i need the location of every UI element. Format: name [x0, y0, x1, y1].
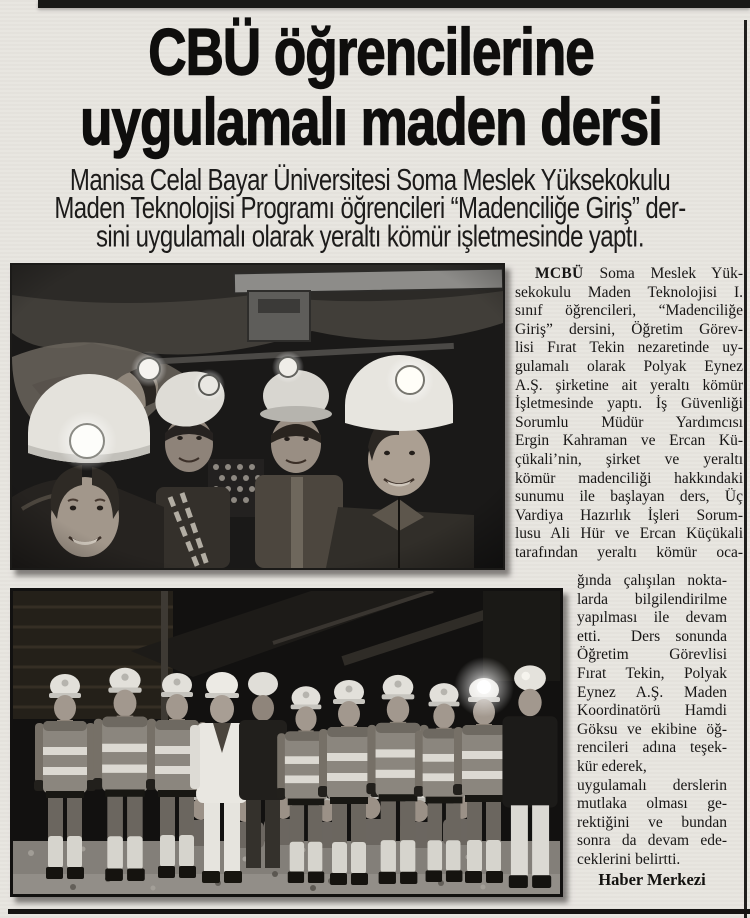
article-line: rencileri adına teşek-: [577, 739, 727, 757]
article-column-1: [515, 265, 743, 563]
article-line: kömür madenciliği hakkındaki: [515, 469, 743, 487]
subhead-line: Maden Teknolojisi Programı öğrencileri “Madenciliğe Giriş” der-: [54, 191, 686, 226]
article-line: Giriş” dersini, Öğretim Görev-: [515, 320, 743, 338]
article-line: kür ederek,: [577, 757, 647, 775]
lead-word: MCBÜ: [535, 265, 600, 282]
article-line: Vardiya Hazırlık İşleri Sorum-: [515, 506, 743, 524]
article-line: lisi Fırat Tekin nezaretinde uy-: [515, 339, 743, 357]
article-column-2: [577, 572, 727, 870]
article-line: uygulamalı derslerin: [577, 776, 727, 794]
article-line: çükali’nin, şirket ve yeraltı: [515, 450, 743, 468]
front-row: [34, 657, 558, 888]
article-line: ğında çalışılan nokta-: [577, 572, 727, 589]
headline-line-2: uygulamalı maden dersi: [80, 85, 662, 160]
subhead-line: Manisa Celal Bayar Üniversitesi Soma Meslek Yüksekokulu: [69, 163, 671, 198]
article-line: larda bilgilendirilme: [577, 590, 727, 608]
subhead: [0, 163, 740, 254]
article-line: MCBÜ Soma Meslek Yük-: [535, 265, 743, 282]
article-line: etti. Ders sonunda: [577, 627, 727, 645]
article-line: sınıf öğrencileri, “Madenciliğe: [515, 302, 743, 320]
article-line: Öğretim Görevlisi: [577, 646, 727, 664]
adjacent-article-top-rule: [38, 0, 750, 8]
article-line: Sorumlu Müdür Yardımcısı: [515, 413, 743, 431]
article-line: gulamalı olarak Polyak Eynez: [515, 357, 743, 375]
article-line: Koordinatörü Hamdi: [577, 702, 727, 720]
article-line: sekokulu Maden Teknolojisi I.: [515, 283, 743, 301]
article-line: lusu Ali Hür ve Ercan Küçükali: [515, 525, 743, 543]
article-line: Ergin Kahraman ve Ercan Kü-: [515, 432, 743, 450]
article-line: tarafından yeraltı kömür oca-: [515, 543, 743, 561]
article-line: İşletmesinde yaptı. İş Güvenliği: [515, 395, 743, 413]
article-line: Eynez A.Ş. Maden: [577, 683, 727, 701]
article-line: Göksu ve ekibine öğ-: [577, 720, 727, 738]
photo-underground-mine-students: [10, 263, 505, 570]
article-line: sonra da devam ede-: [577, 832, 727, 850]
photo-group-at-mine-site: [10, 588, 563, 897]
headline-line-1: CBÜ öğrencilerine: [148, 15, 594, 90]
article-line: Fırat Tekin, Polyak: [577, 664, 727, 682]
mine-group-illustration: [13, 591, 560, 894]
column-divider-rule: [744, 20, 747, 918]
adjacent-article-bottom-rule: [8, 909, 750, 914]
article-line: yapılması ile devam: [577, 609, 727, 627]
article-line: mutlaka olması ge-: [577, 795, 727, 813]
article-line: A.Ş. şirketine ait yeraltı kömür: [515, 376, 743, 394]
headline: [0, 15, 742, 160]
mine-selfie-illustration: [12, 265, 503, 568]
vignette: [12, 265, 503, 568]
article-line: sunumu ile başlayan ders, Üç: [515, 488, 743, 506]
article-line: rektiğini ve bundan: [577, 813, 727, 831]
subhead-line: sini uygulamalı olarak yeraltı kömür işletmesinde yaptı.: [96, 218, 644, 254]
article-line: ceklerini belirtti.: [577, 850, 681, 868]
byline: Haber Merkezi: [598, 870, 706, 889]
